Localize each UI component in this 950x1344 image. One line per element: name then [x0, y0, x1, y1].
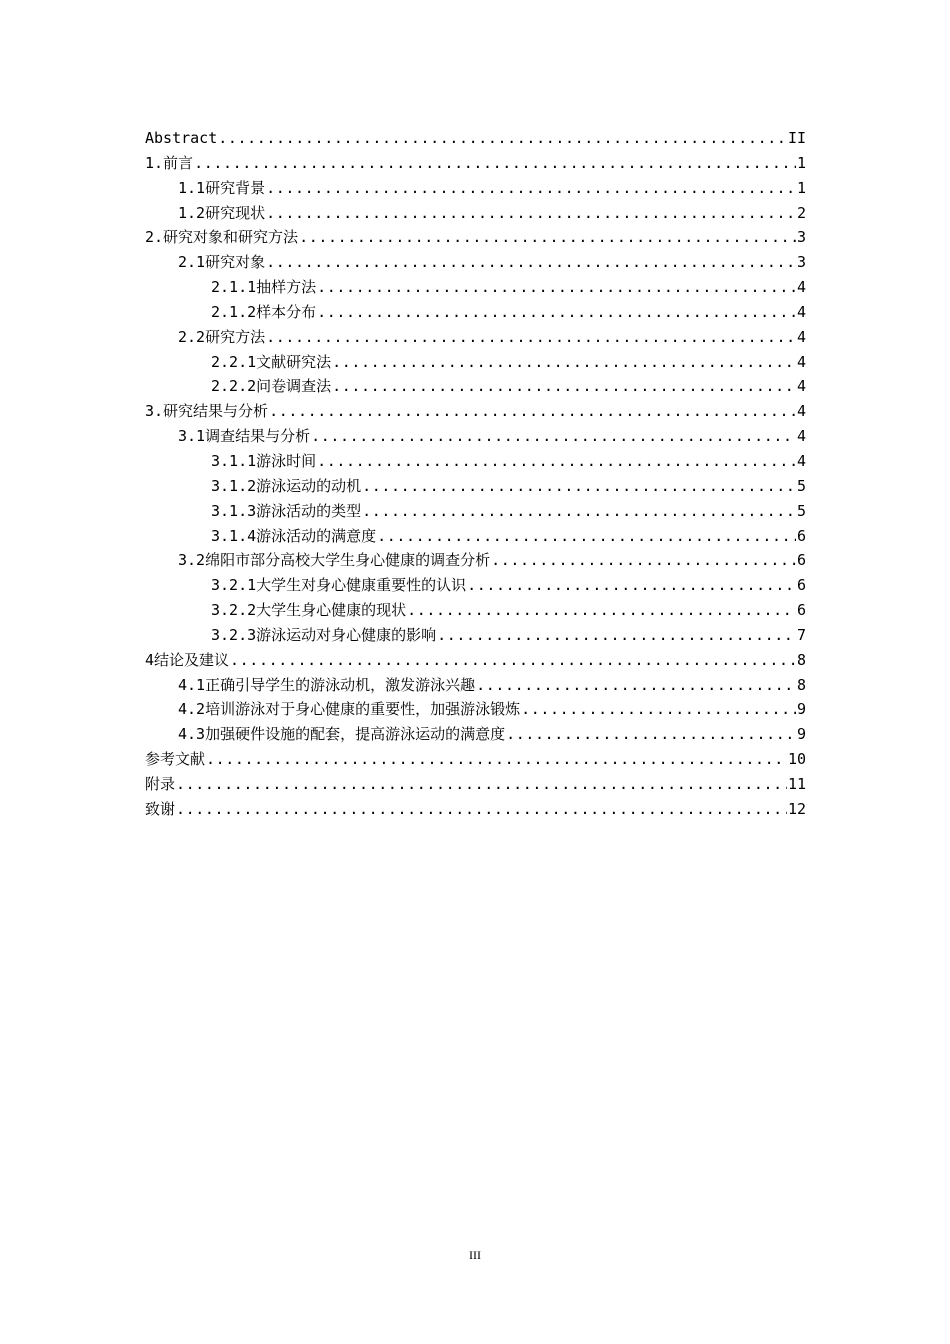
- toc-dot-leader: [317, 275, 796, 300]
- toc-entry-page: 6: [796, 576, 806, 595]
- toc-entry-page: 8: [796, 650, 806, 669]
- toc-entry[interactable]: [145, 524, 806, 549]
- toc-entry-title: 参考文献: [145, 750, 206, 769]
- toc-dot-leader: [266, 176, 796, 201]
- toc-entry-page: 8: [796, 675, 806, 694]
- toc-entry-page: 9: [796, 725, 806, 744]
- toc-entry-page: 4: [796, 352, 806, 371]
- toc-entry[interactable]: [145, 772, 806, 797]
- toc-entry-title: 2.1研究对象: [178, 253, 266, 272]
- toc-entry[interactable]: [145, 648, 806, 673]
- toc-entry[interactable]: [145, 225, 806, 250]
- toc-entry-page: 6: [796, 526, 806, 545]
- toc-entry[interactable]: [145, 350, 806, 375]
- toc-entry-title: 2.2.2问卷调查法: [211, 377, 332, 396]
- toc-entry-page: 3: [796, 228, 806, 247]
- toc-entry-page: 6: [796, 601, 806, 620]
- toc-dot-leader: [269, 399, 796, 424]
- toc-dot-leader: [476, 673, 796, 698]
- toc-entry[interactable]: [145, 300, 806, 325]
- toc-entry-page: 4: [796, 427, 806, 446]
- toc-entry[interactable]: [145, 722, 806, 747]
- toc-entry-title: 附录: [145, 774, 176, 793]
- toc-entry[interactable]: [145, 126, 806, 151]
- toc-entry[interactable]: [145, 474, 806, 499]
- toc-dot-leader: [467, 573, 796, 598]
- toc-entry[interactable]: [145, 673, 806, 698]
- toc-entry[interactable]: [145, 548, 806, 573]
- toc-entry-page: 4: [796, 278, 806, 297]
- toc-entry-page: II: [787, 129, 806, 147]
- toc-entry[interactable]: [145, 399, 806, 424]
- toc-entry[interactable]: [145, 275, 806, 300]
- toc-entry-page: 12: [787, 799, 806, 818]
- toc-dot-leader: [506, 722, 796, 747]
- toc-entry-page: 7: [796, 625, 806, 644]
- toc-entry-page: 2: [796, 203, 806, 222]
- toc-dot-leader: [218, 126, 787, 151]
- toc-entry-page: 9: [796, 700, 806, 719]
- toc-entry-title: 3.1.2游泳运动的动机: [211, 476, 362, 495]
- toc-dot-leader: [176, 772, 787, 797]
- toc-dot-leader: [317, 449, 796, 474]
- toc-entry-page: 4: [796, 302, 806, 321]
- toc-dot-leader: [266, 250, 796, 275]
- toc-entry-page: 4: [796, 402, 806, 421]
- toc-entry-title: 3.2.1大学生对身心健康重要性的认识: [211, 576, 467, 595]
- toc-entry-title: 2.1.2样本分布: [211, 302, 317, 321]
- page-number: III: [469, 1248, 481, 1262]
- toc-entry-title: 2.研究对象和研究方法: [145, 228, 299, 247]
- toc-entry-title: 致谢: [145, 799, 176, 818]
- toc-entry-title: 3.研究结果与分析: [145, 402, 269, 421]
- toc-entry-title: 1.2研究现状: [178, 203, 266, 222]
- toc-entry-page: 3: [796, 253, 806, 272]
- toc-entry[interactable]: [145, 499, 806, 524]
- toc-entry[interactable]: [145, 424, 806, 449]
- toc-entry-page: 4: [796, 327, 806, 346]
- toc-entry[interactable]: [145, 151, 806, 176]
- toc-dot-leader: [194, 151, 796, 176]
- toc-dot-leader: [521, 697, 796, 722]
- toc-dot-leader: [332, 374, 796, 399]
- toc-dot-leader: [299, 225, 796, 250]
- toc-dot-leader: [362, 499, 796, 524]
- toc-entry[interactable]: [145, 176, 806, 201]
- toc-entry-title: 3.2绵阳市部分高校大学生身心健康的调查分析: [178, 551, 491, 570]
- toc-dot-leader: [407, 598, 796, 623]
- toc-entry[interactable]: [145, 697, 806, 722]
- toc-entry-page: 11: [787, 774, 806, 793]
- toc-entry-title: 4.3加强硬件设施的配套，提高游泳运动的满意度: [178, 725, 506, 744]
- toc-entry-page: 5: [796, 476, 806, 495]
- toc-dot-leader: [176, 797, 787, 822]
- toc-entry[interactable]: [145, 325, 806, 350]
- toc-entry-title: 4.1正确引导学生的游泳动机，激发游泳兴趣: [178, 675, 476, 694]
- toc-entry-title: 2.2研究方法: [178, 327, 266, 346]
- toc-entry-page: 4: [796, 377, 806, 396]
- toc-entry-title: 1.前言: [145, 153, 194, 172]
- toc-entry-title: 3.1调查结果与分析: [178, 427, 311, 446]
- toc-entry[interactable]: [145, 573, 806, 598]
- toc-entry[interactable]: [145, 201, 806, 226]
- toc-dot-leader: [266, 201, 796, 226]
- toc-dot-leader: [332, 350, 796, 375]
- toc-entry[interactable]: [145, 623, 806, 648]
- toc-entry-page: 5: [796, 501, 806, 520]
- toc-dot-leader: [377, 524, 796, 549]
- toc-entry-title: 3.2.3游泳运动对身心健康的影响: [211, 625, 437, 644]
- toc-dot-leader: [311, 424, 796, 449]
- toc-dot-leader: [362, 474, 796, 499]
- table-of-contents: [145, 126, 806, 822]
- toc-entry-title: 3.1.4游泳活动的满意度: [211, 526, 377, 545]
- toc-entry-page: 1: [796, 178, 806, 197]
- toc-dot-leader: [437, 623, 796, 648]
- toc-entry-title: 1.1研究背景: [178, 178, 266, 197]
- toc-entry-title: 3.1.3游泳活动的类型: [211, 501, 362, 520]
- toc-dot-leader: [230, 648, 796, 673]
- toc-entry-title: 4结论及建议: [145, 650, 230, 669]
- toc-entry[interactable]: [145, 747, 806, 772]
- toc-entry-title: Abstract: [145, 129, 218, 147]
- toc-entry-page: 4: [796, 451, 806, 470]
- toc-entry-title: 3.1.1游泳时间: [211, 451, 317, 470]
- toc-dot-leader: [317, 300, 796, 325]
- toc-entry-page: 1: [796, 153, 806, 172]
- toc-entry-title: 2.2.1文献研究法: [211, 352, 332, 371]
- toc-entry[interactable]: [145, 598, 806, 623]
- toc-entry[interactable]: [145, 374, 806, 399]
- toc-entry[interactable]: [145, 797, 806, 822]
- toc-entry-title: 4.2培训游泳对于身心健康的重要性，加强游泳锻炼: [178, 700, 521, 719]
- toc-entry-page: 6: [796, 551, 806, 570]
- toc-entry[interactable]: [145, 250, 806, 275]
- toc-entry-title: 3.2.2大学生身心健康的现状: [211, 601, 407, 620]
- toc-dot-leader: [491, 548, 796, 573]
- toc-entry-page: 10: [787, 750, 806, 769]
- toc-entry[interactable]: [145, 449, 806, 474]
- toc-entry-title: 2.1.1抽样方法: [211, 278, 317, 297]
- toc-dot-leader: [206, 747, 787, 772]
- toc-dot-leader: [266, 325, 796, 350]
